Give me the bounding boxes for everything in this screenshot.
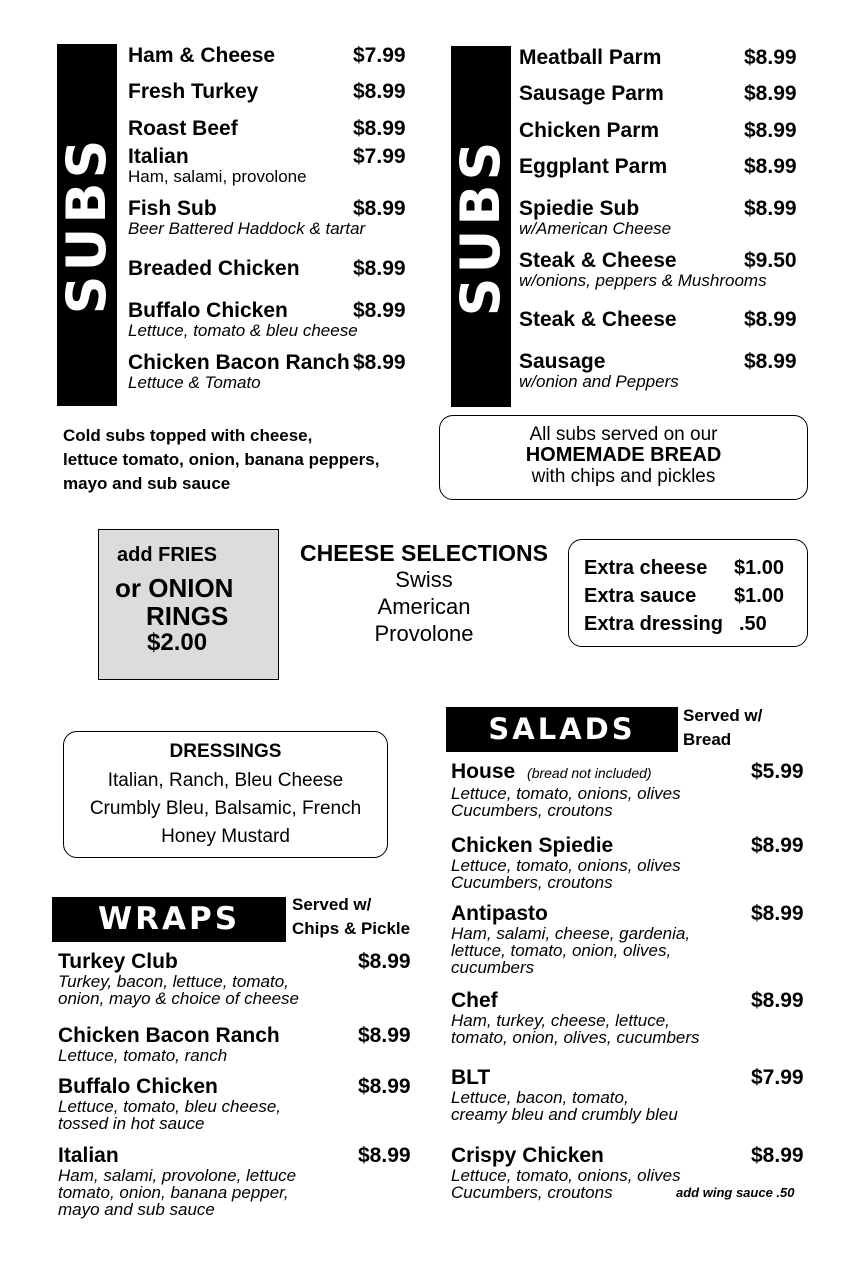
- subs-left-label: SUBS: [55, 135, 118, 315]
- item-price: $8.99: [751, 834, 804, 857]
- item-name: Chicken Bacon Ranch: [128, 351, 350, 374]
- note-line: lettuce tomato, onion, banana peppers,: [63, 450, 380, 469]
- item-price: $7.99: [353, 145, 406, 168]
- item-name: Antipasto: [451, 902, 548, 925]
- item-price: $8.99: [744, 308, 797, 331]
- extra-price: $1.00: [734, 585, 785, 607]
- item-name: Crispy Chicken: [451, 1144, 604, 1167]
- menu-item: [58, 950, 418, 1007]
- item-description: tomato, onion, banana pepper,: [58, 1183, 289, 1202]
- item-price: $8.99: [358, 950, 411, 973]
- item-price: $8.99: [744, 155, 797, 178]
- item-name: Meatball Parm: [519, 46, 662, 69]
- served-line: Bread: [683, 730, 732, 749]
- item-description: Lettuce, tomato, onions, olives: [451, 1166, 681, 1185]
- item-price: $5.99: [751, 760, 804, 783]
- extra-price: $1.00: [734, 557, 785, 579]
- menu-item: [58, 1024, 418, 1064]
- extras-box: [568, 539, 808, 647]
- menu-item: [519, 197, 819, 237]
- item-description: Beer Battered Haddock & tartar: [128, 219, 366, 238]
- item-price: $8.99: [744, 350, 797, 373]
- item-price: $8.99: [751, 1144, 804, 1167]
- item-description: tossed in hot sauce: [58, 1114, 205, 1133]
- item-description: cucumbers: [451, 958, 535, 977]
- item-name: BLT: [451, 1066, 491, 1089]
- item-name: Chicken Bacon Ranch: [58, 1024, 280, 1047]
- menu-item: [58, 1075, 418, 1132]
- item-price: $8.99: [358, 1024, 411, 1047]
- extra-price: .50: [739, 613, 767, 635]
- menu-item: [519, 82, 819, 105]
- bread-line: with chips and pickles: [531, 466, 716, 487]
- menu-item: [128, 117, 418, 140]
- bread-line: All subs served on our: [529, 424, 718, 445]
- item-name: Fresh Turkey: [128, 80, 259, 103]
- menu-item: [128, 197, 418, 237]
- item-price: $8.99: [353, 117, 406, 140]
- dressing-line: Crumbly Bleu, Balsamic, French: [89, 798, 362, 819]
- item-name: Turkey Club: [58, 950, 178, 973]
- extra-name: Extra sauce: [584, 585, 697, 607]
- item-price: $8.99: [353, 351, 406, 374]
- menu-item: [451, 902, 811, 976]
- menu-item: [451, 760, 811, 819]
- item-description: Lettuce, tomato, onions, olives: [451, 784, 681, 803]
- cheese-selections: [300, 539, 548, 647]
- item-price: $8.99: [751, 989, 804, 1012]
- item-name: Sausage Parm: [519, 82, 664, 105]
- item-name: Chicken Spiedie: [451, 834, 614, 857]
- extra-row: [584, 613, 723, 636]
- item-note: (bread not included): [527, 765, 652, 781]
- item-price: $8.99: [353, 299, 406, 322]
- item-description: Lettuce & Tomato: [128, 373, 261, 392]
- menu-item: [128, 351, 418, 391]
- item-name: Ham & Cheese: [128, 44, 276, 67]
- extra-row: [584, 585, 696, 608]
- cheese-option: Provolone: [374, 621, 474, 646]
- item-name-text: House: [451, 760, 516, 783]
- item-description: Lettuce, tomato, onions, olives: [451, 856, 681, 875]
- menu-item: [451, 1066, 811, 1123]
- menu-item: [519, 249, 819, 289]
- item-description: Lettuce, tomato, bleu cheese,: [58, 1097, 282, 1116]
- item-name: Eggplant Parm: [519, 155, 668, 178]
- item-description: w/onion and Peppers: [519, 372, 679, 391]
- fries-price: $2.00: [147, 629, 208, 656]
- wraps-header: WRAPS: [52, 897, 286, 942]
- item-description: w/American Cheese: [519, 219, 672, 238]
- item-description: onion, mayo & choice of cheese: [58, 989, 299, 1008]
- item-description: Ham, salami, provolone, lettuce: [58, 1166, 297, 1185]
- item-name: Italian: [128, 145, 189, 168]
- menu-item: [519, 308, 819, 331]
- note-line: Cold subs topped with cheese,: [63, 426, 313, 445]
- menu-item: [128, 257, 418, 280]
- dressing-line: Honey Mustard: [161, 826, 290, 847]
- fries-line: add FRIES: [117, 544, 218, 566]
- item-price: $8.99: [353, 80, 406, 103]
- item-name: Chef: [451, 989, 498, 1012]
- item-description: Lettuce, tomato, ranch: [58, 1046, 228, 1065]
- dressings-title: DRESSINGS: [169, 741, 282, 762]
- item-name: Spiedie Sub: [519, 197, 640, 220]
- menu-item: [451, 989, 811, 1046]
- item-description: mayo and sub sauce: [58, 1200, 215, 1219]
- wraps-served-note: [292, 893, 410, 941]
- item-description: Cucumbers, croutons: [451, 1183, 613, 1202]
- menu-item: [451, 834, 811, 891]
- item-price: $7.99: [751, 1066, 804, 1089]
- item-price: $9.50: [744, 249, 797, 272]
- menu-item: [128, 44, 418, 67]
- dressings-box: [63, 731, 388, 858]
- menu-item: [128, 299, 418, 339]
- note-line: mayo and sub sauce: [63, 474, 231, 493]
- menu-item: [58, 1144, 418, 1218]
- item-description: Cucumbers, croutons: [451, 873, 613, 892]
- extra-name: Extra cheese: [584, 557, 708, 579]
- item-description: Lettuce, bacon, tomato,: [451, 1088, 629, 1107]
- wing-sauce-note: add wing sauce .50: [676, 1185, 795, 1200]
- menu-item: [519, 155, 819, 178]
- item-description: Lettuce, tomato & bleu cheese: [128, 321, 358, 340]
- cheese-option: American: [377, 594, 471, 619]
- item-price: $8.99: [358, 1144, 411, 1167]
- served-line: Chips & Pickle: [292, 919, 411, 938]
- cheese-title: CHEESE SELECTIONS: [300, 540, 548, 566]
- homemade-bread-box: [439, 415, 808, 500]
- item-price: $8.99: [744, 119, 797, 142]
- item-name: Fish Sub: [128, 197, 217, 220]
- item-description: Ham, salami, provolone: [128, 167, 307, 186]
- item-name: Roast Beef: [128, 117, 238, 140]
- item-price: $8.99: [751, 902, 804, 925]
- bread-line-emphasis: HOMEMADE BREAD: [525, 444, 722, 466]
- item-name: Italian: [58, 1144, 119, 1167]
- menu-item: [128, 80, 418, 103]
- item-name: Breaded Chicken: [128, 257, 300, 280]
- salads-served-note: [683, 704, 762, 752]
- item-description: tomato, onion, olives, cucumbers: [451, 1028, 700, 1047]
- extra-row: [584, 557, 707, 580]
- menu-item: [128, 145, 418, 186]
- menu-item: [519, 46, 819, 69]
- item-name: Buffalo Chicken: [128, 299, 288, 322]
- item-description: w/onions, peppers & Mushrooms: [519, 271, 767, 290]
- fries-line: or ONION: [115, 573, 234, 603]
- dressing-line: Italian, Ranch, Bleu Cheese: [107, 770, 344, 791]
- menu-item: [519, 350, 819, 390]
- add-fries-box: [98, 529, 279, 680]
- item-name: Buffalo Chicken: [58, 1075, 218, 1098]
- item-description: Ham, salami, cheese, gardenia,: [451, 924, 691, 943]
- cold-subs-note: [63, 424, 379, 496]
- item-name: Steak & Cheese: [519, 308, 677, 331]
- item-name: Steak & Cheese: [519, 249, 677, 272]
- item-description: lettuce, tomato, onion, olives,: [451, 941, 672, 960]
- menu-item: [519, 119, 819, 142]
- item-price: $8.99: [353, 257, 406, 280]
- item-price: $8.99: [358, 1075, 411, 1098]
- served-line: Served w/: [683, 706, 763, 725]
- item-name: Chicken Parm: [519, 119, 660, 142]
- item-price: $8.99: [744, 82, 797, 105]
- cheese-option: Swiss: [395, 567, 453, 592]
- item-description: Ham, turkey, cheese, lettuce,: [451, 1011, 670, 1030]
- subs-right-label: SUBS: [449, 137, 512, 317]
- item-description: Cucumbers, croutons: [451, 801, 613, 820]
- item-name: Sausage: [519, 350, 606, 373]
- served-line: Served w/: [292, 895, 372, 914]
- item-price: $7.99: [353, 44, 406, 67]
- item-description: creamy bleu and crumbly bleu: [451, 1105, 678, 1124]
- item-description: Turkey, bacon, lettuce, tomato,: [58, 972, 289, 991]
- fries-line: RINGS: [146, 601, 229, 631]
- item-price: $8.99: [353, 197, 406, 220]
- item-price: $8.99: [744, 197, 797, 220]
- item-price: $8.99: [744, 46, 797, 69]
- extra-name: Extra dressing: [584, 613, 723, 635]
- salads-header: SALADS: [446, 707, 678, 752]
